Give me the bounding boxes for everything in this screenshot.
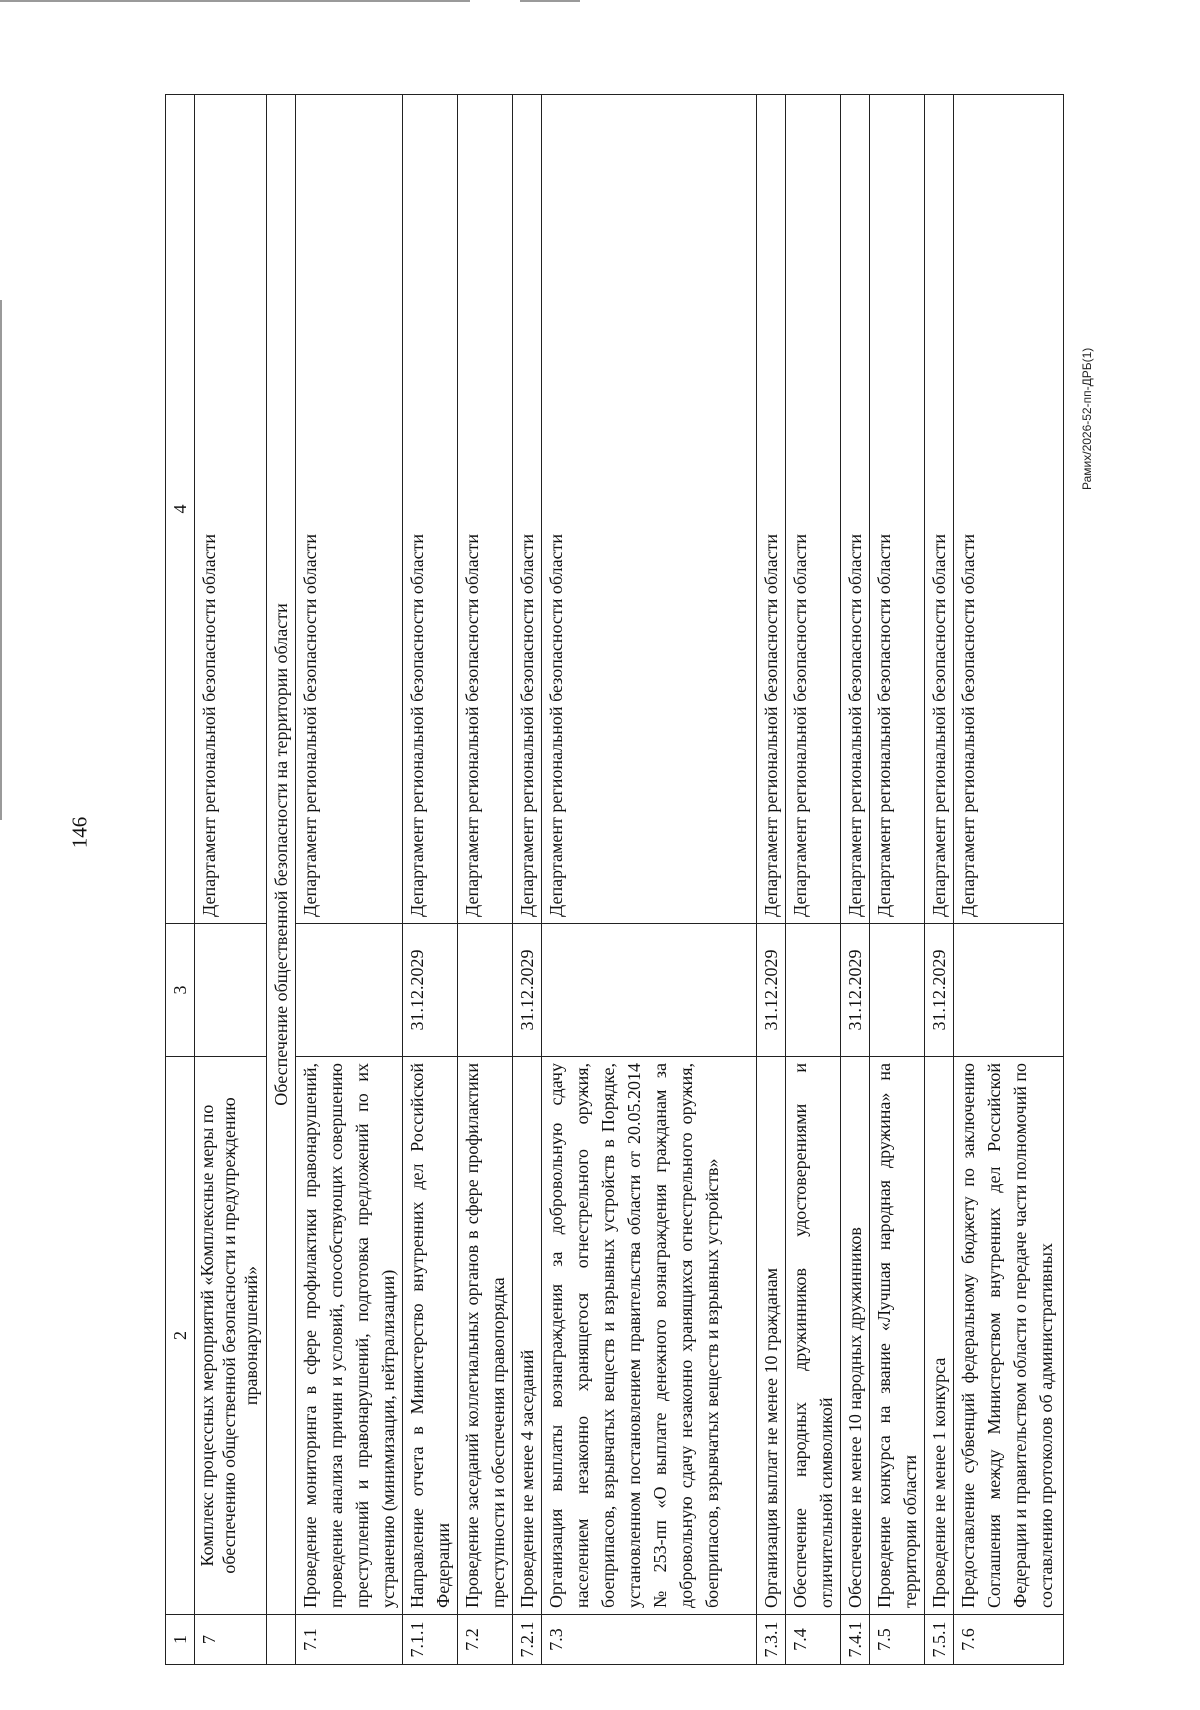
table-row <box>870 95 925 1665</box>
row-number: 7.1 <box>296 1615 403 1665</box>
row-description: Обеспечение не менее 10 народных дружинников <box>841 1057 870 1615</box>
table-row <box>757 95 786 1665</box>
row-description: Организация выплат не менее 10 гражданам <box>757 1057 786 1615</box>
scan-edge-line <box>0 300 2 820</box>
document-code-watermark: Рамих/2026-52-пп-ДРБ(1) <box>1080 347 1094 490</box>
measures-table <box>165 94 1064 1665</box>
section-title: Обеспечение общественной безопасности на территории области <box>267 95 296 1615</box>
table-row <box>841 95 870 1665</box>
row-deadline <box>954 924 1064 1057</box>
header-cell: 3 <box>166 924 195 1057</box>
row-description: Проведение не менее 1 конкурса <box>925 1057 954 1615</box>
row-deadline <box>542 924 757 1057</box>
row-responsible: Департамент региональной безопасности области <box>841 95 870 924</box>
table-row <box>195 95 267 1665</box>
row-description: Проведение не менее 4 заседаний <box>513 1057 542 1615</box>
table-row <box>542 95 757 1665</box>
row-description: Направление отчета в Министерство внутренних дел Российской Федерации <box>403 1057 458 1615</box>
row-deadline <box>870 924 925 1057</box>
row-deadline <box>195 924 267 1057</box>
table-row <box>458 95 513 1665</box>
row-number: 7 <box>195 1615 267 1665</box>
row-responsible: Департамент региональной безопасности области <box>870 95 925 924</box>
row-responsible: Департамент региональной безопасности области <box>513 95 542 924</box>
rotated-table-container <box>165 95 1056 1665</box>
row-number: 7.6 <box>954 1615 1064 1665</box>
row-number: 7.3 <box>542 1615 757 1665</box>
row-responsible: Департамент региональной безопасности области <box>542 95 757 924</box>
row-deadline: 31.12.2029 <box>757 924 786 1057</box>
table-row <box>954 95 1064 1665</box>
row-number: 7.3.1 <box>757 1615 786 1665</box>
row-responsible: Департамент региональной безопасности области <box>757 95 786 924</box>
row-deadline: 31.12.2029 <box>925 924 954 1057</box>
row-description: Проведение заседаний коллегиальных органов в сфере профилактики преступности и обеспечения правопорядка <box>458 1057 513 1615</box>
header-cell: 4 <box>166 95 195 924</box>
row-responsible: Департамент региональной безопасности области <box>195 95 267 924</box>
row-responsible: Департамент региональной безопасности области <box>786 95 841 924</box>
row-responsible: Департамент региональной безопасности области <box>954 95 1064 924</box>
row-description: Проведение мониторинга в сфере профилактики правонарушений, проведение анализа причин и условий, способствующих совершению преступлений и правонарушений, подготовка предложений по их устранению (минимизации, нейтрализации) <box>296 1057 403 1615</box>
row-deadline <box>296 924 403 1057</box>
row-number: 7.4.1 <box>841 1615 870 1665</box>
row-deadline <box>786 924 841 1057</box>
row-description: Комплекс процессных мероприятий «Комплексные меры по обеспечению общественной безопасности и предупреждению правонарушений» <box>195 1057 267 1615</box>
scan-edge-line <box>520 0 580 2</box>
section-row <box>267 95 296 1665</box>
scan-edge-line <box>0 0 470 2</box>
table-row <box>513 95 542 1665</box>
row-responsible: Департамент региональной безопасности области <box>458 95 513 924</box>
row-deadline <box>458 924 513 1057</box>
row-responsible: Департамент региональной безопасности области <box>925 95 954 924</box>
row-deadline: 31.12.2029 <box>841 924 870 1057</box>
row-deadline: 31.12.2029 <box>403 924 458 1057</box>
table-row <box>925 95 954 1665</box>
row-description: Обеспечение народных дружинников удостоверениями и отличительной символикой <box>786 1057 841 1615</box>
table-header-row <box>166 95 195 1665</box>
section-empty-cell <box>267 1615 296 1665</box>
row-number: 7.5 <box>870 1615 925 1665</box>
header-cell: 1 <box>166 1615 195 1665</box>
row-description: Организация выплаты вознаграждения за добровольную сдачу населением незаконно хранящегося огнестрельного оружия, боеприпасов, взрывчатых веществ и взрывных устройств в Порядке, установленном постановлением правительства области от 20.05.2014 № 253-пп «О выплате денежного вознаграждения гражданам за добровольную сдачу незаконно хранящихся огнестрельного оружия, боеприпасов, взрывчатых веществ и взрывных устройств» <box>542 1057 757 1615</box>
row-number: 7.5.1 <box>925 1615 954 1665</box>
row-deadline: 31.12.2029 <box>513 924 542 1057</box>
table-row <box>786 95 841 1665</box>
table-row <box>403 95 458 1665</box>
row-number: 7.2 <box>458 1615 513 1665</box>
row-responsible: Департамент региональной безопасности области <box>403 95 458 924</box>
page-number: 146 <box>67 816 92 849</box>
table-row <box>296 95 403 1665</box>
row-description: Предоставление субвенций федеральному бюджету по заключению Соглашения между Министерством внутренних дел Российской Федерации и правительством области о передаче части полномочий по составлению протоколов об административных <box>954 1057 1064 1615</box>
row-number: 7.1.1 <box>403 1615 458 1665</box>
row-description: Проведение конкурса на звание «Лучшая народная дружина» на территории области <box>870 1057 925 1615</box>
row-number: 7.2.1 <box>513 1615 542 1665</box>
row-number: 7.4 <box>786 1615 841 1665</box>
header-cell: 2 <box>166 1057 195 1615</box>
row-responsible: Департамент региональной безопасности области <box>296 95 403 924</box>
